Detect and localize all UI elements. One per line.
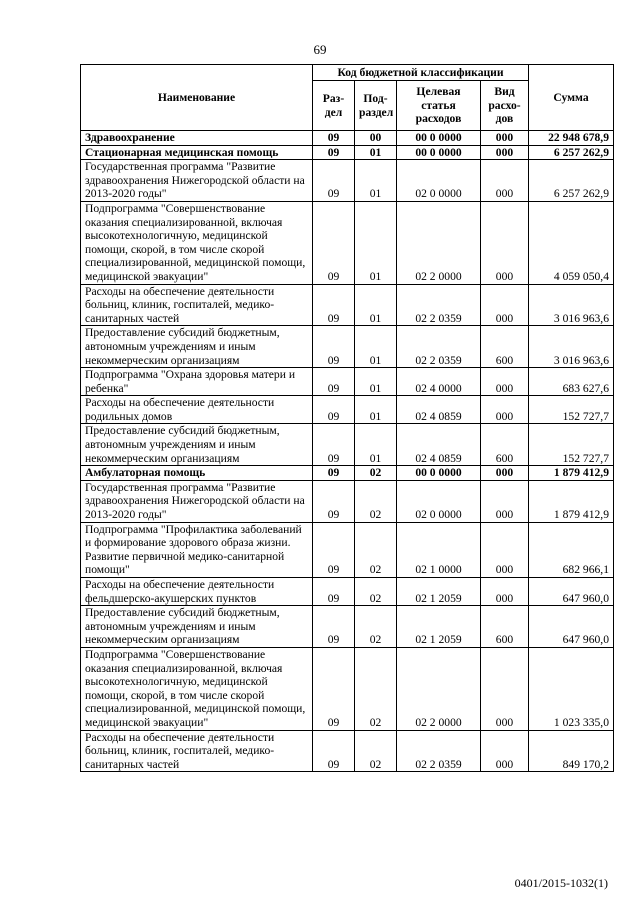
cell-vid: 000 [481,480,529,522]
header-name: Наименование [81,65,313,131]
cell-razdel: 09 [313,396,355,424]
cell-name: Расходы на обеспечение деятельности больниц, клиник, госпиталей, медико-санитарных частей [81,284,313,326]
cell-tselevaya: 02 4 0000 [397,368,481,396]
table-row [81,145,614,160]
cell-vid: 000 [481,647,529,730]
cell-vid: 600 [481,424,529,466]
table-row [81,396,614,424]
cell-podrazdel: 02 [355,480,397,522]
cell-name: Расходы на обеспечение деятельности родильных домов [81,396,313,424]
table-row [81,647,614,730]
cell-podrazdel: 00 [355,131,397,146]
cell-summa: 849 170,2 [529,730,614,772]
cell-tselevaya: 02 2 0359 [397,284,481,326]
cell-tselevaya: 02 1 2059 [397,578,481,606]
table-body [81,131,614,772]
table-row [81,201,614,284]
cell-summa: 683 627,6 [529,368,614,396]
cell-name: Расходы на обеспечение деятельности больниц, клиник, госпиталей, медико-санитарных частей [81,730,313,772]
cell-tselevaya: 02 2 0359 [397,326,481,368]
cell-vid: 000 [481,201,529,284]
cell-tselevaya: 02 2 0000 [397,201,481,284]
cell-podrazdel: 01 [355,424,397,466]
cell-summa: 647 960,0 [529,578,614,606]
table-row [81,578,614,606]
cell-podrazdel: 01 [355,160,397,202]
cell-razdel: 09 [313,201,355,284]
cell-name: Здравоохранение [81,131,313,146]
cell-tselevaya: 02 0 0000 [397,480,481,522]
cell-razdel: 09 [313,424,355,466]
cell-name: Подпрограмма "Охрана здоровья матери и ребенка" [81,368,313,396]
cell-razdel: 09 [313,466,355,481]
header-podrazdel: Под- раздел [355,81,397,131]
cell-name: Расходы на обеспечение деятельности фельдшерско-акушерских пунктов [81,578,313,606]
cell-podrazdel: 02 [355,522,397,577]
table-row [81,326,614,368]
cell-name: Подпрограмма "Профилактика заболеваний и формирование здорового образа жизни. Развитие первичной медико-санитарной помощи" [81,522,313,577]
cell-name: Государственная программа "Развитие здравоохранения Нижегородской области на 2013-2020 годы" [81,160,313,202]
cell-name: Государственная программа "Развитие здравоохранения Нижегородской области на 2013-2020 годы" [81,480,313,522]
cell-summa: 6 257 262,9 [529,145,614,160]
cell-name: Предоставление субсидий бюджетным, автономным учреждениям и иным некоммерческим организациям [81,606,313,648]
cell-vid: 000 [481,396,529,424]
cell-razdel: 09 [313,730,355,772]
cell-podrazdel: 02 [355,730,397,772]
cell-tselevaya: 02 1 0000 [397,522,481,577]
header-code-group: Код бюджетной классификации [313,65,529,81]
cell-razdel: 09 [313,145,355,160]
cell-podrazdel: 01 [355,284,397,326]
cell-tselevaya: 02 4 0859 [397,396,481,424]
header-summa: Сумма [529,65,614,131]
cell-podrazdel: 01 [355,396,397,424]
cell-summa: 4 059 050,4 [529,201,614,284]
table-row [81,424,614,466]
cell-name: Подпрограмма "Совершенствование оказания специализированной, включая высокотехнологичную, медицинской помощи, скорой, в том числе скорой специализированной, медицинской помощи, медицинской эвакуации" [81,201,313,284]
cell-razdel: 09 [313,522,355,577]
cell-vid: 000 [481,284,529,326]
cell-podrazdel: 01 [355,368,397,396]
cell-name: Амбулаторная помощь [81,466,313,481]
cell-summa: 1 879 412,9 [529,480,614,522]
budget-table [80,64,614,772]
cell-summa: 1 879 412,9 [529,466,614,481]
header-vid: Вид расхо- дов [481,81,529,131]
table-row [81,160,614,202]
table-row [81,131,614,146]
header-razdel: Раз- дел [313,81,355,131]
cell-razdel: 09 [313,480,355,522]
cell-summa: 22 948 678,9 [529,131,614,146]
cell-razdel: 09 [313,160,355,202]
cell-tselevaya: 02 2 0359 [397,730,481,772]
cell-summa: 152 727,7 [529,424,614,466]
cell-vid: 000 [481,578,529,606]
cell-vid: 600 [481,606,529,648]
cell-tselevaya: 02 2 0000 [397,647,481,730]
cell-razdel: 09 [313,606,355,648]
page-number: 69 [313,42,327,57]
cell-podrazdel: 02 [355,466,397,481]
cell-tselevaya: 00 0 0000 [397,466,481,481]
cell-summa: 1 023 335,0 [529,647,614,730]
cell-razdel: 09 [313,578,355,606]
table-row [81,466,614,481]
cell-tselevaya: 00 0 0000 [397,131,481,146]
cell-summa: 3 016 963,6 [529,284,614,326]
cell-podrazdel: 02 [355,578,397,606]
cell-razdel: 09 [313,131,355,146]
cell-tselevaya: 00 0 0000 [397,145,481,160]
table-row [81,606,614,648]
header-tselevaya: Целевая статья расходов [397,81,481,131]
table-row [81,480,614,522]
cell-razdel: 09 [313,647,355,730]
cell-name: Предоставление субсидий бюджетным, автономным учреждениям и иным некоммерческим организациям [81,424,313,466]
table-row [81,522,614,577]
cell-name: Стационарная медицинская помощь [81,145,313,160]
cell-summa: 682 966,1 [529,522,614,577]
table-row [81,284,614,326]
cell-vid: 000 [481,368,529,396]
cell-vid: 600 [481,326,529,368]
cell-vid: 000 [481,730,529,772]
cell-summa: 6 257 262,9 [529,160,614,202]
cell-podrazdel: 02 [355,647,397,730]
cell-podrazdel: 02 [355,606,397,648]
cell-summa: 647 960,0 [529,606,614,648]
cell-vid: 000 [481,145,529,160]
table-row [81,368,614,396]
cell-vid: 000 [481,522,529,577]
cell-podrazdel: 01 [355,201,397,284]
cell-vid: 000 [481,466,529,481]
cell-summa: 152 727,7 [529,396,614,424]
cell-tselevaya: 02 0 0000 [397,160,481,202]
cell-vid: 000 [481,131,529,146]
cell-name: Подпрограмма "Совершенствование оказания специализированной, включая высокотехнологичную, медицинской помощи, скорой, в том числе скорой специализированной, медицинской помощи, медицинской эвакуации" [81,647,313,730]
document-code: 0401/2015-1032(1) [514,876,608,890]
cell-razdel: 09 [313,326,355,368]
cell-tselevaya: 02 1 2059 [397,606,481,648]
cell-podrazdel: 01 [355,145,397,160]
cell-vid: 000 [481,160,529,202]
cell-razdel: 09 [313,284,355,326]
cell-tselevaya: 02 4 0859 [397,424,481,466]
table-row [81,730,614,772]
cell-razdel: 09 [313,368,355,396]
cell-summa: 3 016 963,6 [529,326,614,368]
cell-name: Предоставление субсидий бюджетным, автономным учреждениям и иным некоммерческим организациям [81,326,313,368]
cell-podrazdel: 01 [355,326,397,368]
